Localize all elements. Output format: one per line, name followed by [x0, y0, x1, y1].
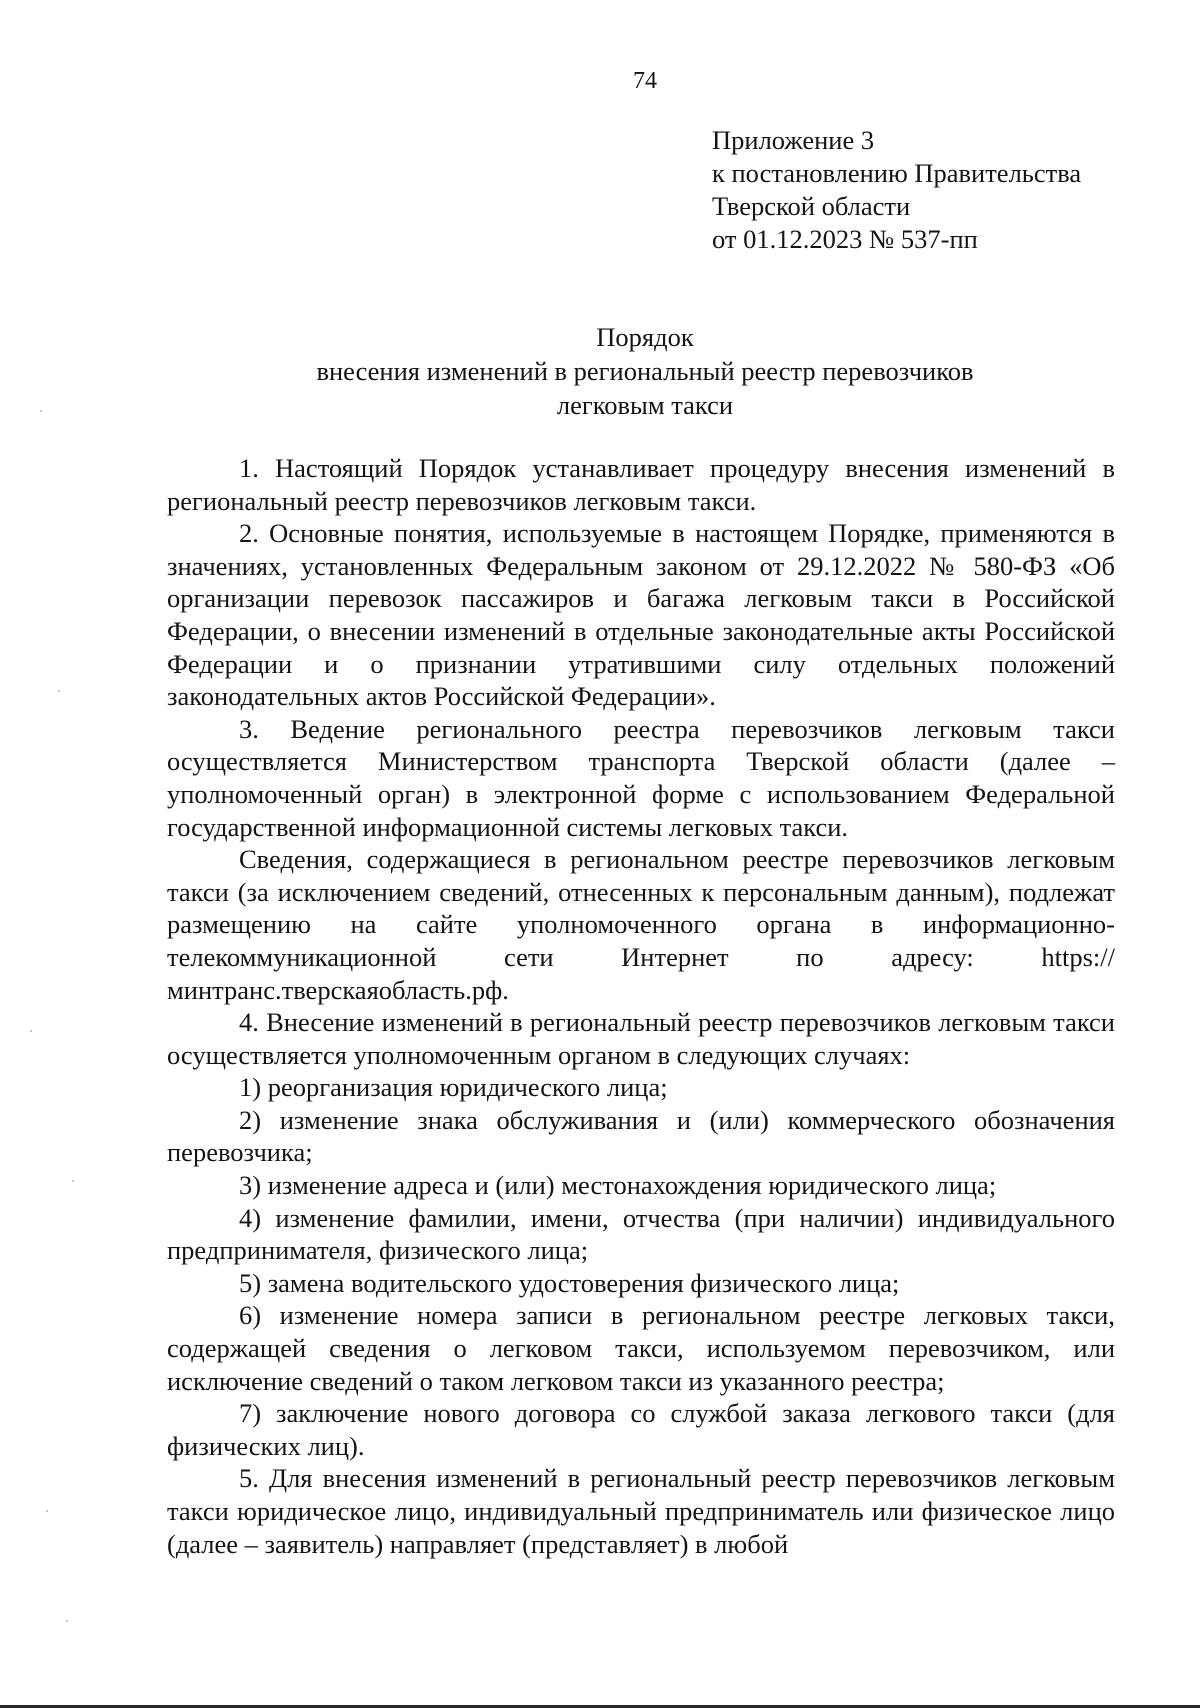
- paragraph-3-details: Сведения, содержащиеся в региональном реестре перевозчиков легковым такси (за исключением сведений, отнесенных к персональным данным), подлежат размещению на сайте уполномоченного органа в информационно-телекоммуникационной сети Интернет по адресу: https://минтранс.тверскаяобласть.рф.: [167, 844, 1115, 1005]
- scan-speck: [72, 1180, 74, 1182]
- paragraph-3: 3. Ведение регионального реестра перевозчиков легковым такси осуществляется Министерством транспорта Тверской области (далее – уполномоченный орган) в электронной форме с использованием Федеральной государственной информационной системы легковых такси.: [167, 713, 1115, 842]
- scan-speck: [40, 410, 42, 412]
- title-line: внесения изменений в региональный реестр перевозчиков: [316, 356, 974, 386]
- scan-speck: [58, 690, 60, 692]
- appendix-line: Приложение 3: [712, 125, 875, 155]
- list-item-3: 3) изменение адреса и (или) местонахождения юридического лица;: [239, 1170, 997, 1201]
- list-item-5: 5) замена водительского удостоверения физического лица;: [239, 1267, 900, 1298]
- appendix-line: Тверской области: [712, 191, 911, 221]
- paragraph-5: 5. Для внесения изменений в региональный реестр перевозчиков легковым такси юридическое лицо, индивидуальный предприниматель или физическое лицо (далее – заявитель) направляет (представляет) в любой: [167, 1463, 1115, 1559]
- paragraph-1: 1. Настоящий Порядок устанавливает процедуру внесения изменений в региональный реестр перевозчиков легковым такси.: [167, 453, 1115, 516]
- document-title: [0, 320, 1200, 422]
- list-item-4: 4) изменение фамилии, имени, отчества (при наличии) индивидуального предпринимателя, физического лица;: [167, 1202, 1115, 1266]
- paragraph-4: 4. Внесение изменений в региональный реестр перевозчиков легковым такси осуществляется уполномоченным органом в следующих случаях:: [167, 1007, 1115, 1070]
- appendix-line: от 01.12.2023 № 537-пп: [712, 224, 978, 254]
- appendix-line: к постановлению Правительства: [712, 158, 1082, 188]
- scan-speck: [30, 1030, 32, 1032]
- paragraph-2: 2. Основные понятия, используемые в настоящем Порядке, применяются в значениях, установленных Федеральным законом от 29.12.2022 № 580-ФЗ «Об организации перевозок пассажиров и багажа легковым такси в Российской Федерации, о внесении изменений в отдельные законодательные акты Российской Федерации и о признании утратившими силу отдельных положений законодательных актов Российской Федерации».: [167, 518, 1115, 712]
- title-line: легковым такси: [556, 390, 734, 420]
- document-body: [167, 452, 1115, 1560]
- scan-speck: [66, 1620, 68, 1622]
- scan-speck: [46, 1510, 48, 1512]
- list-item-2: 2) изменение знака обслуживания и (или) коммерческого обозначения перевозчика;: [167, 1104, 1115, 1168]
- list-item-1: 1) реорганизация юридического лица;: [239, 1072, 668, 1103]
- list-item-6: 6) изменение номера записи в региональном реестре легковых такси, содержащей сведения о легковом такси, используемом перевозчиком, или исключение сведений о таком легковом такси из указанного реестра;: [167, 1300, 1115, 1396]
- list-item-7: 7) заключение нового договора со службой заказа легкового такси (для физических лиц).: [167, 1398, 1115, 1461]
- title-line: Порядок: [596, 322, 694, 352]
- appendix-block: [712, 124, 1081, 256]
- page-number: 74: [633, 68, 657, 94]
